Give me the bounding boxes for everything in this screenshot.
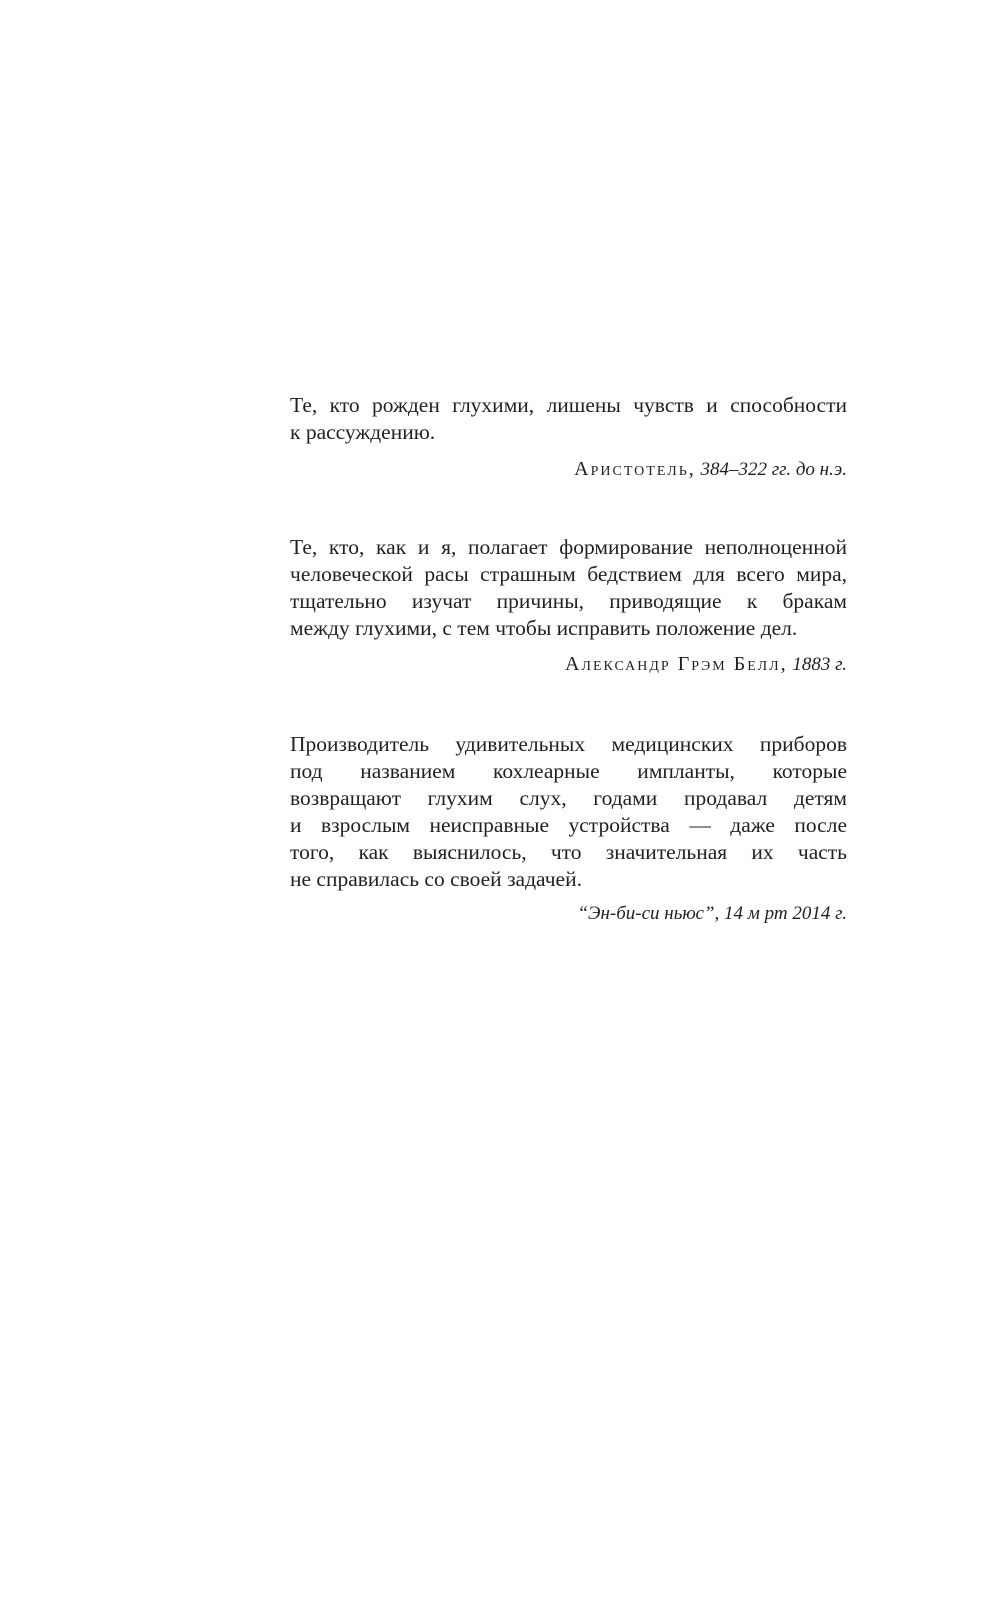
quote-line: Те, кто рожден глухими, лишены чувств и способности	[290, 393, 847, 417]
epigraph-date: “Эн-би-си ньюс”, 14 м рт 2014 г.	[577, 903, 847, 924]
epigraph-quote	[290, 731, 847, 893]
quote-line: того, как выяснилось, что значительная их часть	[290, 840, 847, 864]
epigraph-date: 1883 г.	[792, 654, 847, 675]
epigraph-quote	[290, 534, 847, 642]
quote-line: возвращают глухим слух, годами продавал детям	[290, 786, 847, 810]
epigraph-date: 384–322 гг. до н.э.	[700, 459, 847, 480]
epigraph-author: Александр Грэм Белл,	[565, 653, 788, 675]
quote-line: Те, кто, как и я, полагает формирование неполноценной	[290, 535, 847, 559]
epigraph-attribution	[290, 652, 847, 677]
quote-line: и взрослым неисправные устройства — даже после	[290, 813, 847, 837]
epigraph-nbc-news	[290, 731, 847, 926]
quote-line: Производитель удивительных медицинских приборов	[290, 732, 847, 756]
quote-line: не справилась со своей задачей.	[290, 867, 582, 891]
quote-line: тщательно изучат причины, приводящие к бракам	[290, 589, 847, 613]
quote-line: человеческой расы страшным бедствием для всего мира,	[290, 562, 847, 586]
quote-line: к рассуждению.	[290, 420, 436, 444]
epigraph-quote	[290, 392, 847, 446]
epigraph-attribution	[290, 902, 847, 926]
epigraph-author: Аристотель,	[574, 458, 696, 480]
epigraph-attribution	[290, 457, 847, 482]
quote-line: под названием кохлеарные импланты, которые	[290, 759, 847, 783]
epigraph-bell	[290, 534, 847, 677]
epigraph-aristotle	[290, 392, 847, 482]
quote-line: между глухими, с тем чтобы исправить положение дел.	[290, 616, 798, 640]
